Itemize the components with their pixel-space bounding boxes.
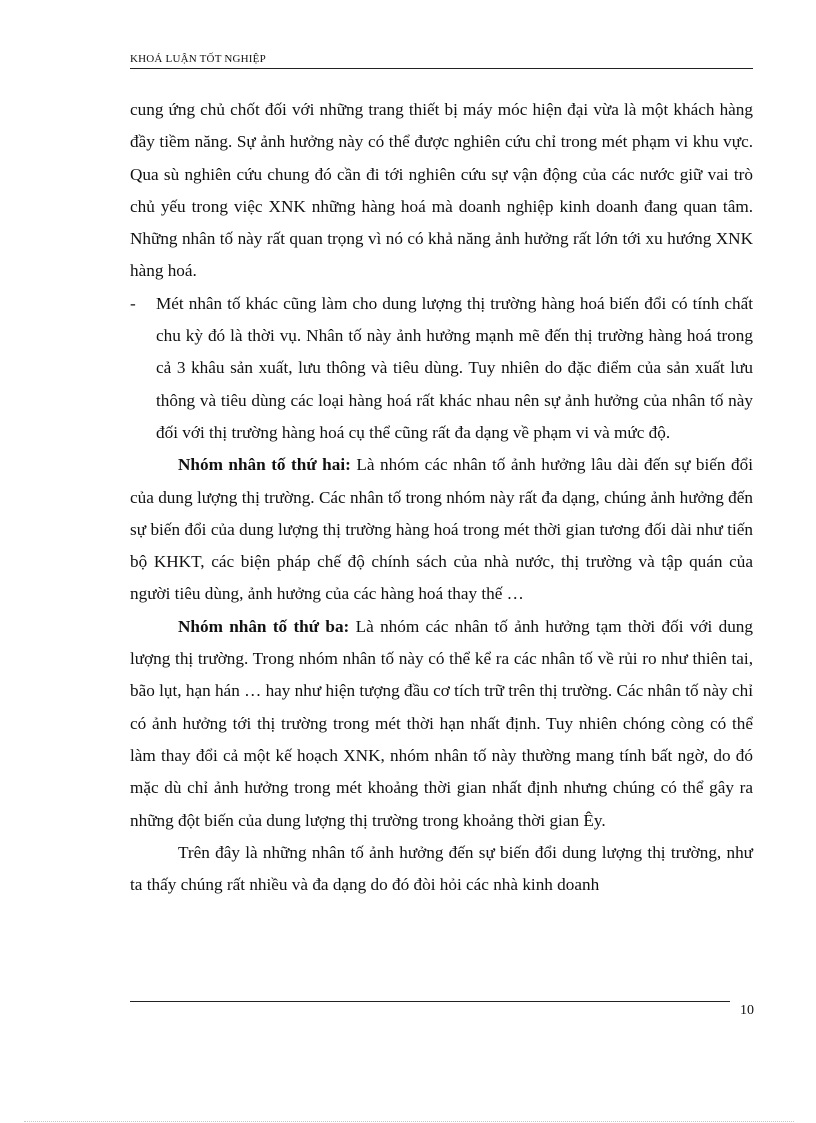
paragraph-summary: Trên đây là những nhân tố ảnh hưởng đến sự biến đổi dung lượng thị trường, như ta thấy chúng rất nhiều và đa dạng do đó đòi hỏi các nhà kinh doanh: [130, 842, 753, 895]
page-number: 10: [740, 1003, 754, 1018]
bullet-text: Mét nhân tố khác cũng làm cho dung lượng thị trường hàng hoá biến đổi có tính chất chu kỳ đó là thời vụ. Nhân tố này ảnh hưởng mạnh mẽ đến thị trường hàng hoá trong cả 3 khâu sản xuất, lưu thông và tiêu dùng. Tuy nhiên do đặc điểm của sản xuất lưu thông và tiêu dùng các loại hàng hoá rất khác nhau nên sự ảnh hưởng của nhân tố này đối với thị trường hàng hoá cụ thể cũng rất đa dạng về phạm vi và mức độ.: [156, 293, 753, 442]
bullet-item: [130, 288, 753, 449]
second-group-text: Là nhóm các nhân tố ảnh hưởng lâu dài đến sự biến đổi của dung lượng thị trường. Các nhân tố trong nhóm này rất đa dạng, chúng ảnh hưởng đến sự biến đổi của dung lượng thị trường hàng hoá trong mét thời gian tương đối dài như tiến bộ KHKT, các biện pháp chế độ chính sách của nhà nước, thị trường và tập quán của người tiêu dùng, ảnh hưởng của các hàng hoá thay thế …: [130, 455, 753, 604]
header-title: KHOÁ LUẬN TỐT NGHIỆP: [130, 53, 266, 65]
third-group-heading: Nhóm nhân tố thứ ba:: [178, 616, 350, 636]
header-divider: [130, 68, 753, 69]
paragraph-continuation: cung ứng chủ chốt đối với những trang thiết bị máy móc hiện đại vừa là một khách hàng đầy tiềm năng. Sự ảnh hưởng này có thể được nghiên cứu chỉ trong mét phạm vi khu vực. Qua sù nghiên cứu chung đó cần đi tới nghiên cứu sự vận động của các nước giữ vai trò chủ yếu trong việc XNK những hàng hoá mà doanh nghiệp kinh doanh đang quan tâm. Những nhân tố này rất quan trọng vì nó có khả năng ảnh hưởng rất lớn tới xu hướng XNK hàng hoá.: [130, 100, 753, 281]
footer-divider: [130, 1001, 730, 1002]
page-break-line: [24, 1121, 794, 1122]
second-group-heading: Nhóm nhân tố thứ hai:: [178, 455, 351, 475]
paragraph-third-group: [130, 611, 753, 837]
paragraph-second-group: [130, 449, 753, 610]
page-body: [130, 94, 753, 901]
third-group-text: Là nhóm các nhân tố ảnh hưởng tạm thời đối với dung lượng thị trường. Trong nhóm nhân tố này có thể kể ra các nhân tố về rủi ro như thiên tai, bão lụt, hạn hán … hay như hiện tượng đầu cơ tích trữ trên thị trường. Các nhân tố này chỉ có ảnh hưởng tới thị trường trong mét thời hạn nhất định. Tuy nhiên chóng còng có thể làm thay đổi cả một kế hoạch XNK, nhóm nhân tố này thường mang tính bất ngờ, do đó mặc dù chỉ ảnh hưởng trong mét khoảng thời gian nhất định nhưng chúng có thể gây ra những đột biến của dung lượng thị trường trong khoảng thời gian Êy.: [130, 616, 753, 830]
bullet-dash: -: [130, 293, 136, 313]
